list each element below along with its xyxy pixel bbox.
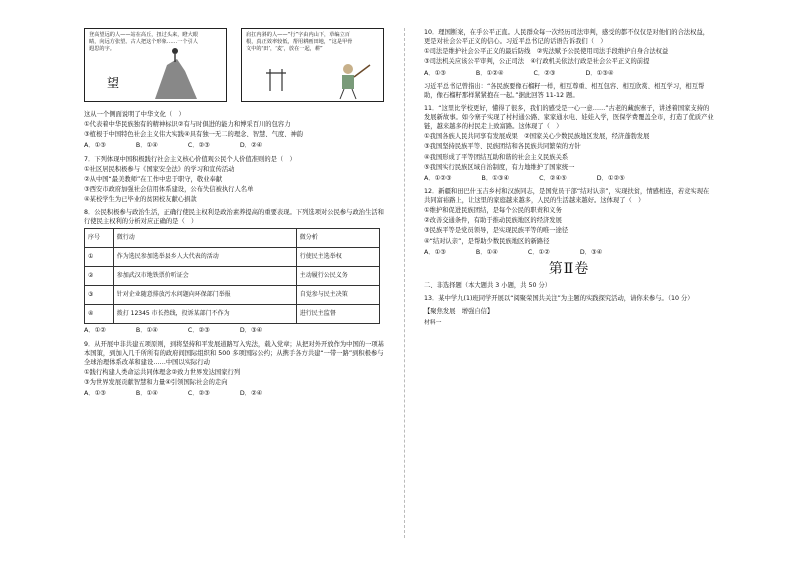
choice-b[interactable]: B．①④ [135, 390, 158, 398]
choice-a[interactable]: A．①③ [424, 69, 446, 77]
q8-table [84, 228, 380, 324]
cartoon-panel-1 [84, 28, 227, 102]
table-row [85, 286, 380, 305]
q7-option: ③西安市政府加强社会信用体系建设，公布失信被执行人名单 [84, 185, 254, 193]
choice-b[interactable]: B．①④ [475, 248, 498, 256]
choice-d[interactable]: D．③④ [239, 327, 263, 335]
q12-option: ③民族平等是党员领导，是实现民族平等的唯一途径 [424, 227, 569, 235]
choice-c[interactable]: C．②③ [187, 390, 210, 398]
q10-stem: 10．理国断案，在乎公平正直。人民群众每一次经历司法审判，感受的都不仅仅是对他们的合法权益，更是对社会公平正义的信心。习近平总书记的话语告诉我们（ ） [424, 29, 710, 46]
q6-option: ①代表着中华民族独有的精神标识②有与时俱进的能力和博采百川的包容力 [84, 121, 291, 129]
q13-stem: 13．某中学九(1)班同学开展以“阅聚荣国共关注”为主题的实践探究活动，请你来参与。（10 分） [424, 295, 694, 303]
table-header: 序号 [85, 229, 114, 248]
choice-b[interactable]: B．①④ [135, 327, 158, 335]
choice-c[interactable]: C．①② [527, 248, 550, 256]
choice-d[interactable]: D．③④ [579, 248, 603, 256]
choice-b[interactable]: B．①②④ [475, 69, 504, 77]
q8-stem: 8．公民积极参与政治生活，正确行使民主权利是政治素养提高的重要表现。下列选项对公民参与政治生活和行使民主权利的分析对应正确的是（ ） [84, 209, 384, 226]
choice-a[interactable]: A．①②③ [424, 174, 452, 182]
q11-stem: 11．“这里比学校更好，懂得了很多，我们的感受是一心一意……”古老的藏族寨子，讲述着国家支持的发展新故事。如今寨子实现了村村通公路、家家通水电、娃娃入学，医保学费覆盖全市，打造了优质产业链，越来越多的村民走上致富路。这体现了（ ） [424, 104, 714, 131]
table-cell: 针对企业随意排放污水问题向环保部门举报 [113, 286, 296, 305]
q11-choices [424, 174, 714, 183]
q11-option: ③我国坚持民族平等、民族团结和各民族共同繁荣的方针 [424, 143, 581, 151]
table-row [85, 267, 380, 286]
table-cell: 主动履行公民义务 [296, 267, 379, 286]
q6-choices [84, 141, 384, 150]
q7-stem: 7．下列体现中国积极践行社会主义核心价值观公民个人价值准则的是（ ） [84, 155, 296, 163]
q7-option: ②从中国“最美教师”在工作中忠于职守，敬业奉献 [84, 175, 223, 183]
oracle-glyph: 望 [107, 76, 120, 90]
choice-d[interactable]: D．②④ [239, 390, 263, 398]
material-label: 材料一 [424, 320, 442, 327]
q7-option: ①社区居民积极参与《国家安全法》的学习和宣传活动 [84, 165, 235, 173]
table-cell: 参加武汉市地铁票价听证会 [113, 267, 296, 286]
choice-d[interactable]: D．①②⑤ [596, 174, 625, 182]
choice-b[interactable]: B．①③④ [481, 174, 510, 182]
table-cell: 自觉参与民主决策 [296, 286, 379, 305]
choice-c[interactable]: C．②④⑤ [539, 174, 567, 182]
left-column [84, 28, 384, 398]
q8-choices [84, 326, 384, 335]
table-header: 微行动 [113, 229, 296, 248]
cartoon-caption-2: 肩扛内斜的人——“行”字由内山下，草编立百根，真正效率较低，帮用耕画田地，“这是甲骨文中的‘田’，‘麦’，放在一起，耕” [246, 32, 353, 53]
q10-option: ①司法是维护社会公平正义的最后防线 ②宪法赋予公民使用司法手段维护自身合法权益 [424, 48, 669, 56]
q12-option: ④“结对认亲”，是帮助少数民族地区的新路径 [424, 237, 550, 245]
table-cell: ④ [85, 305, 114, 324]
cartoon-row [84, 28, 384, 106]
person-on-hill-icon [85, 29, 227, 101]
table-header: 微分析 [296, 229, 379, 248]
q11-option: ⑤我国实行民族区域自治制度，有力地维护了国家统一 [424, 163, 575, 171]
choice-a[interactable]: A．①③ [424, 248, 446, 256]
volume-heading: 第Ⅱ卷 [548, 260, 590, 277]
choice-d[interactable]: D．②④ [239, 142, 263, 150]
q9-option: ③为世界发展贡献智慧和力量④引领国际社会的走向 [84, 379, 228, 386]
table-row [85, 248, 380, 267]
choice-c[interactable]: C．②③ [533, 69, 556, 77]
table-cell: ② [85, 267, 114, 286]
q12-choices [424, 248, 714, 257]
cartoon-caption-1: 登高望远的人——站在高丘，扭过头来，瞪大眼睛，向远方张望。古人把这个形象……一个引人遐思的字。 [89, 32, 198, 53]
table-row [85, 305, 380, 324]
q11-12-intro: 习近平总书记曾指出：“各民族要像石榴籽一样，相互尊重、相互包容、相互欣赏、相互学习，相互帮助，像石榴籽那样紧紧抱在一起。”据此回答 11-12 题。 [424, 82, 705, 99]
table-cell: 进行民主监督 [296, 305, 379, 324]
q7-option: ④某校学生为已毕业的贫困校友献心捐款 [84, 196, 197, 203]
choice-c[interactable]: C．②③ [187, 142, 210, 150]
q10-option: ③司法机关应该公平审判，公正司法 ④行政机关依法行政是社会公平正义的前提 [424, 58, 650, 66]
table-cell: 作为选民参加选举县乡人大代表的活动 [113, 248, 296, 267]
table-header-row [85, 229, 380, 248]
table-cell: ① [85, 248, 114, 267]
table-cell: 拨打 12345 市长热线，投诉某部门不作为 [113, 305, 296, 324]
choice-c[interactable]: C．②③ [187, 327, 210, 335]
table-cell: 行使民主选举权 [296, 248, 379, 267]
choice-a[interactable]: A．①③ [84, 390, 106, 398]
theme-label: 【聚焦发展 增强自信】 [424, 308, 494, 316]
q9-option: ①践行构建人类命运共同体理念②致力世界发达国家行列 [84, 368, 241, 376]
q6-lead: 这从一个侧面说明了中华文化（ ） [84, 111, 185, 118]
table-cell: ③ [85, 286, 114, 305]
q12-stem: 12．新疆和田巴什玉吉乡村和汉族同志，是国党员干部“结对认亲”，实现扶贫，情感相连，若竞实现在共同富裕路上，让这里的家庭越来越多，人民的生活越来越好。这体现了（ ） [424, 187, 710, 204]
column-divider [404, 28, 405, 538]
choice-b[interactable]: B．①④ [135, 142, 158, 150]
choice-d[interactable]: D．①③④ [585, 69, 614, 77]
q9-stem: 9．从开展中非共建五项原则，到将坚持和平发展道路写入宪法，载入党章；从把对外开放作为中国的一项基本国策，到加入几千所所有的政府间国际组织和 500 多项国际公约；从携手各方共建“一带一路”到积极参与全球治理体系改革和建设……中国以实际行动 [84, 340, 384, 366]
cartoon-panel-2 [241, 28, 384, 102]
q12-option: ①维护和促进民族团结，是每个公民的职责和义务 [424, 207, 562, 215]
q11-option: ④我国形成了平等团结互助和谐的社会主义民族关系 [424, 153, 569, 161]
q9-choices [84, 389, 384, 398]
section-heading: 二、非选择题（本大题共 3 小题，共 50 分） [424, 282, 552, 290]
q6-option: ③植根于中国特色社会主义伟大实践④具有独一无二的理念、智慧、气度、神韵 [84, 131, 304, 139]
q12-option: ②改善交通条件，有助于推动民族地区的经济发展 [424, 217, 562, 225]
choice-a[interactable]: A．①③ [84, 142, 106, 150]
q11-option: ①我国各族人民共同享有发展成果 ②国家关心少数民族地区发展，经济蓬勃发展 [424, 133, 650, 141]
right-column [424, 28, 714, 328]
choice-a[interactable]: A．①② [84, 327, 106, 335]
farmer-with-hoe-icon [242, 29, 384, 101]
q10-choices [424, 69, 714, 78]
